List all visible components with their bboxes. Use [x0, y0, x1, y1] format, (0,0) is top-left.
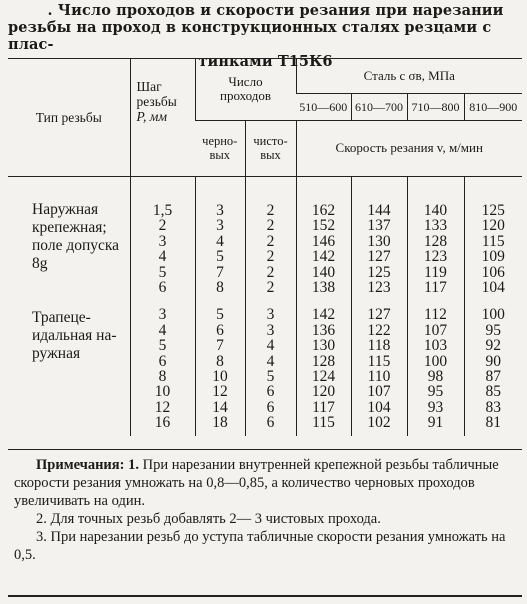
table-cell: 104: [367, 398, 391, 416]
table-cell: 1,5: [152, 202, 173, 219]
table-cell: 118: [367, 337, 391, 355]
table-cell: 8: [158, 367, 167, 385]
table-cell: 6: [216, 321, 224, 339]
table-cell: 133: [423, 217, 448, 235]
table-cell: 3: [266, 321, 275, 339]
notes: [14, 456, 522, 564]
table-cell: 107: [423, 321, 448, 339]
table-cell: 115: [481, 232, 505, 250]
table-cell: 128: [423, 232, 448, 250]
table-cell: 127: [367, 248, 391, 266]
table-cell: 124: [311, 367, 336, 385]
table-cell: 106: [481, 263, 505, 281]
table-cell: 152: [311, 217, 336, 235]
table-cell: 120: [311, 383, 336, 401]
speed2-col-g1: [351, 295, 407, 436]
table-bottom-rule: [8, 449, 522, 450]
table-cell: 2: [266, 232, 275, 250]
table-cell: 5: [216, 248, 224, 266]
table-cell: 8: [216, 278, 224, 296]
header-steel-2: 610—700: [351, 93, 407, 120]
speed1-col-g0: [296, 177, 351, 296]
table-cell: 4: [266, 337, 275, 355]
table-cell: 2: [266, 217, 275, 235]
table-cell: 136: [311, 321, 336, 339]
table-cell: 142: [311, 306, 336, 324]
table-cell: 8: [216, 352, 224, 370]
table-cell: 7: [216, 337, 224, 355]
table-cell: 91: [427, 414, 444, 432]
table-cell: 115: [367, 352, 391, 370]
title-line-3: тинками Т15К6: [198, 53, 333, 70]
table-cell: 7: [216, 263, 224, 281]
table-cell: 10: [212, 367, 228, 385]
page-bottom-rule: [8, 595, 522, 597]
table-cell: 14: [212, 398, 228, 416]
speed4-col-g1: [464, 295, 522, 436]
table-cell: 103: [423, 337, 448, 355]
header-steel: Сталь с σв, МПа: [296, 59, 522, 94]
table-cell: 137: [367, 217, 391, 235]
table-cell: 125: [367, 263, 391, 281]
table-cell: 112: [424, 306, 447, 324]
note-2: 2. Для точных резьб добавлять 2— 3 чистовых прохода.: [36, 511, 381, 527]
table-cell: 90: [485, 352, 501, 370]
table-cell: 92: [485, 337, 501, 355]
table-cell: 5: [266, 367, 275, 385]
rough-col-g0: [195, 177, 245, 296]
header-finish: чисто- вых: [245, 120, 296, 176]
table-cell: 117: [312, 398, 335, 416]
table-cell: 130: [311, 337, 336, 355]
table-cell: 95: [485, 321, 501, 339]
table-cell: 162: [311, 202, 336, 219]
table-cell: 102: [367, 414, 391, 432]
table-cell: 100: [423, 352, 448, 370]
header-thread-type: Тип резьбы: [8, 59, 130, 177]
table-cell: 4: [266, 352, 275, 370]
table-cell: 115: [312, 414, 335, 432]
table-cell: 4: [158, 321, 167, 339]
table-cell: 18: [212, 414, 228, 432]
note-1: Примечания: 1. При нарезании внутренней крепежной резьбы табличные скорости резания умножать на 0,8—0,85, а количество черновых проходов увеличивать на один.: [14, 457, 499, 509]
table-cell: 5: [158, 337, 167, 355]
table-cell: 123: [367, 278, 391, 296]
table-cell: 3: [158, 306, 167, 324]
speed3-col-g0: [407, 177, 464, 296]
table-cell: 144: [367, 202, 391, 219]
table-cell: 81: [485, 414, 501, 432]
table-cell: 110: [367, 367, 391, 385]
table-cell: 5: [158, 263, 167, 281]
rough-col-g1: [195, 295, 245, 436]
table-cell: 140: [311, 263, 336, 281]
table-cell: 4: [216, 232, 224, 250]
table-cell: 107: [367, 383, 391, 401]
header-rough: черно- вых: [195, 120, 245, 176]
table-cell: 104: [481, 278, 505, 296]
speed3-col-g1: [407, 295, 464, 436]
table-cell: 12: [212, 383, 228, 401]
title-line-1: . Число проходов и скорости резания при нарезании: [47, 2, 504, 19]
table-cell: 2: [266, 278, 275, 296]
header-steel-4: 810—900: [464, 93, 522, 120]
table-cell: 128: [311, 352, 336, 370]
table-cell: 16: [154, 414, 171, 432]
table-cell: 100: [481, 306, 505, 324]
table-cell: 12: [154, 398, 171, 416]
header-speed: Скорость резания v, м/мин: [296, 120, 522, 176]
header-steel-3: 710—800: [407, 93, 464, 120]
header-passes: Число проходов: [195, 59, 296, 121]
table-cell: 93: [427, 398, 444, 416]
table-cell: 10: [154, 383, 171, 401]
table-cell: 6: [266, 414, 275, 432]
speed1-col-g1: [296, 295, 351, 436]
table-cell: 2: [266, 263, 275, 281]
table-cell: 3: [266, 306, 275, 324]
table-cell: 122: [367, 321, 391, 339]
table-cell: 127: [367, 306, 391, 324]
table-cell: 2: [266, 202, 275, 219]
table-cell: 120: [481, 217, 505, 235]
table-cell: 6: [266, 383, 275, 401]
table-cell: 140: [423, 202, 448, 219]
table-cell: 119: [424, 263, 447, 281]
table-cell: 4: [158, 248, 167, 266]
table-cell: 6: [158, 278, 167, 296]
table-cell: 146: [311, 232, 336, 250]
header-steel-1: 510—600: [296, 93, 351, 120]
cutting-speed-table: [8, 58, 522, 436]
finish-col-g1: [245, 295, 296, 436]
step-col-g0: [130, 177, 195, 296]
note-3: 3. При нарезании резьб до уступа табличные скорости резания умножать на 0,5.: [14, 529, 506, 563]
table-cell: 5: [216, 306, 224, 324]
table-cell: 85: [485, 383, 501, 401]
table-cell: 117: [424, 278, 447, 296]
speed2-col-g0: [351, 177, 407, 296]
table-cell: 138: [311, 278, 336, 296]
table-cell: 2: [158, 217, 167, 235]
table-cell: 2: [266, 248, 275, 266]
table-cell: 6: [158, 352, 167, 370]
table-cell: 83: [485, 398, 501, 416]
step-col-g1: [130, 295, 195, 436]
table-cell: 95: [427, 383, 444, 401]
table-cell: 130: [367, 232, 391, 250]
table-cell: 142: [311, 248, 336, 266]
table-cell: 125: [481, 202, 505, 219]
header-step: Шаг резьбы P, мм: [130, 59, 195, 177]
thread-type-external: Наружная крепежная; поле допуска 8g: [32, 201, 120, 272]
thread-type-trapezoidal: Трапеце- идальная на- ружная: [32, 309, 117, 363]
table-cell: 3: [216, 202, 224, 219]
table-cell: 123: [423, 248, 448, 266]
speed4-col-g0: [464, 177, 522, 296]
table-cell: 98: [427, 367, 444, 385]
table-cell: 3: [158, 232, 167, 250]
table-cell: 109: [481, 248, 505, 266]
table-cell: 6: [266, 398, 275, 416]
title-line-2: резьбы на проход в конструкционных сталях резцами с плас-: [8, 19, 492, 53]
table-cell: 3: [216, 217, 224, 235]
table-cell: 87: [485, 367, 501, 385]
finish-col-g0: [245, 177, 296, 296]
